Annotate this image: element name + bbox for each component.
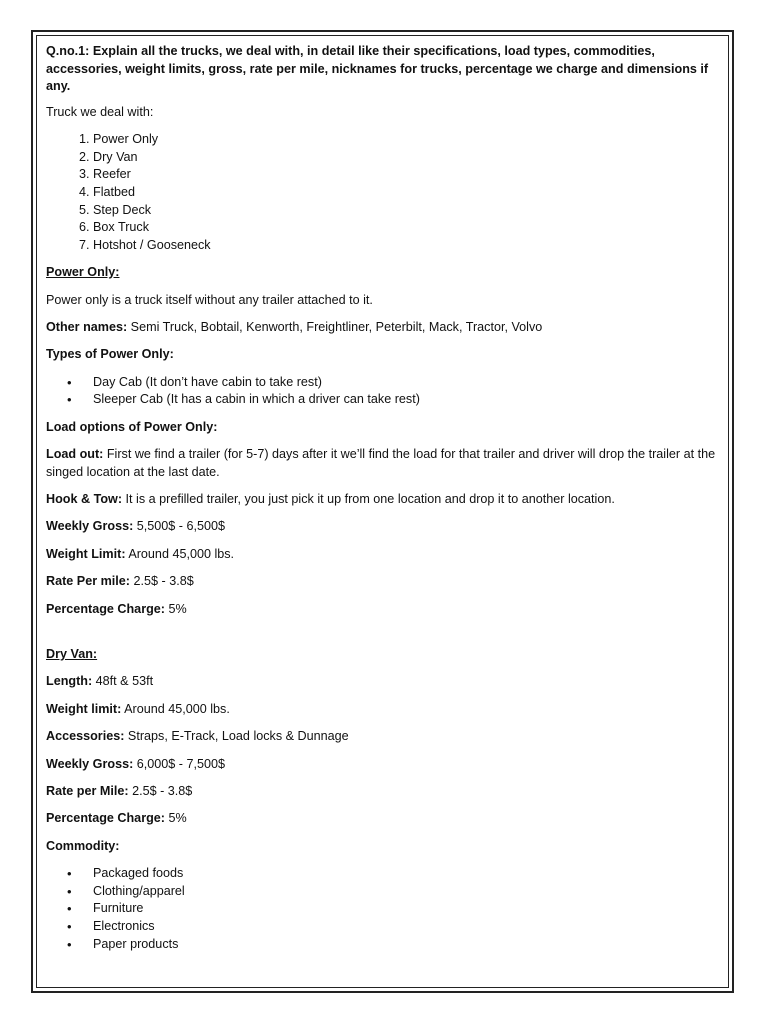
list-item: 7. Hotshot / Gooseneck xyxy=(93,237,724,255)
commodity-list xyxy=(46,865,724,953)
dv-rate-line xyxy=(46,783,724,801)
hook-tow-label: Hook & Tow: xyxy=(46,492,123,507)
weekly-gross-label: Weekly Gross: xyxy=(46,519,134,534)
weight-limit-value: Around 45,000 lbs. xyxy=(125,546,235,561)
list-item: 3. Reefer xyxy=(93,166,724,184)
power-only-description: Power only is a truck itself without any trailer attached to it. xyxy=(46,292,373,307)
list-item: • Furniture xyxy=(93,900,724,918)
dry-van-heading: Dry Van: xyxy=(46,647,98,661)
accessories-line xyxy=(46,728,724,746)
length-line xyxy=(46,673,724,691)
list-item: 4. Flatbed xyxy=(93,184,724,202)
list-item: • Sleeper Cab (It has a cabin in which a driver can take rest) xyxy=(93,391,724,409)
types-label xyxy=(46,346,724,364)
list-item: 2. Dry Van xyxy=(93,149,724,167)
list-item: • Clothing/apparel xyxy=(93,883,724,901)
dv-percentage-label: Percentage Charge: xyxy=(46,811,165,826)
commodity-label-text: Commodity: xyxy=(46,838,120,853)
weight-limit-line xyxy=(46,546,724,564)
percentage-line xyxy=(46,601,724,619)
dv-rate-value: 2.5$ - 3.8$ xyxy=(128,783,193,798)
commodity-label xyxy=(46,838,724,856)
list-item: • Paper products xyxy=(93,936,724,954)
dv-weight-limit-value: Around 45,000 lbs. xyxy=(121,701,230,716)
list-item: 1. Power Only xyxy=(93,131,724,149)
dv-weekly-gross-line xyxy=(46,756,724,774)
load-out-line xyxy=(46,446,724,481)
load-options-label-text: Load options of Power Only: xyxy=(46,419,218,434)
list-item: • Packaged foods xyxy=(93,865,724,883)
other-names-line xyxy=(46,319,724,337)
power-only-types-list xyxy=(46,374,724,409)
weekly-gross-value: 5,500$ - 6,500$ xyxy=(133,519,225,534)
question-heading: Q.no.1: Explain all the trucks, we deal with, in detail like their specifications, load types, commodities, accessories, weight limits, gross, rate per mile, nicknames for trucks, percentage we charge and dimensions if any. xyxy=(46,44,709,94)
other-names-label: Other names: xyxy=(46,319,128,334)
dv-weight-limit-line xyxy=(46,701,724,719)
percentage-value: 5% xyxy=(164,601,187,616)
list-item: 5. Step Deck xyxy=(93,202,724,220)
hook-tow-line xyxy=(46,491,724,509)
load-options-label xyxy=(46,419,724,437)
length-value: 48ft & 53ft xyxy=(92,674,154,689)
dv-rate-label: Rate per Mile: xyxy=(46,783,129,798)
dv-weekly-gross-label: Weekly Gross: xyxy=(46,756,134,771)
load-out-label: Load out: xyxy=(46,447,104,462)
truck-list xyxy=(46,131,724,254)
weekly-gross-line xyxy=(46,518,724,536)
intro-text: Truck we deal with: xyxy=(46,104,154,119)
accessories-label: Accessories: xyxy=(46,729,125,744)
types-label-text: Types of Power Only: xyxy=(46,347,174,362)
dv-percentage-value: 5% xyxy=(164,811,187,826)
list-item: 6. Box Truck xyxy=(93,219,724,237)
hook-tow-value: It is a prefilled trailer, you just pick it up from one location and drop it to another location. xyxy=(122,492,615,507)
rate-label: Rate Per mile: xyxy=(46,574,130,589)
accessories-value: Straps, E-Track, Load locks & Dunnage xyxy=(124,729,349,744)
dv-percentage-line xyxy=(46,810,724,828)
weight-limit-label: Weight Limit: xyxy=(46,546,126,561)
dv-weight-limit-label: Weight limit: xyxy=(46,701,122,716)
section-spacer xyxy=(46,628,724,646)
other-names-value: Semi Truck, Bobtail, Kenworth, Freightliner, Peterbilt, Mack, Tractor, Volvo xyxy=(127,319,543,334)
rate-value: 2.5$ - 3.8$ xyxy=(130,574,194,589)
rate-line xyxy=(46,573,724,591)
length-label: Length: xyxy=(46,674,93,689)
list-item: • Electronics xyxy=(93,918,724,936)
percentage-label: Percentage Charge: xyxy=(46,601,165,616)
load-out-value: First we find a trailer (for 5-7) days after it we’ll find the load for that trailer and driver will drop the trailer at the singed location at the last date. xyxy=(46,447,716,479)
power-only-heading: Power Only: xyxy=(46,265,120,280)
list-item: • Day Cab (It don’t have cabin to take rest) xyxy=(93,374,724,392)
dv-weekly-gross-value: 6,000$ - 7,500$ xyxy=(133,756,225,771)
document-body xyxy=(46,43,724,963)
